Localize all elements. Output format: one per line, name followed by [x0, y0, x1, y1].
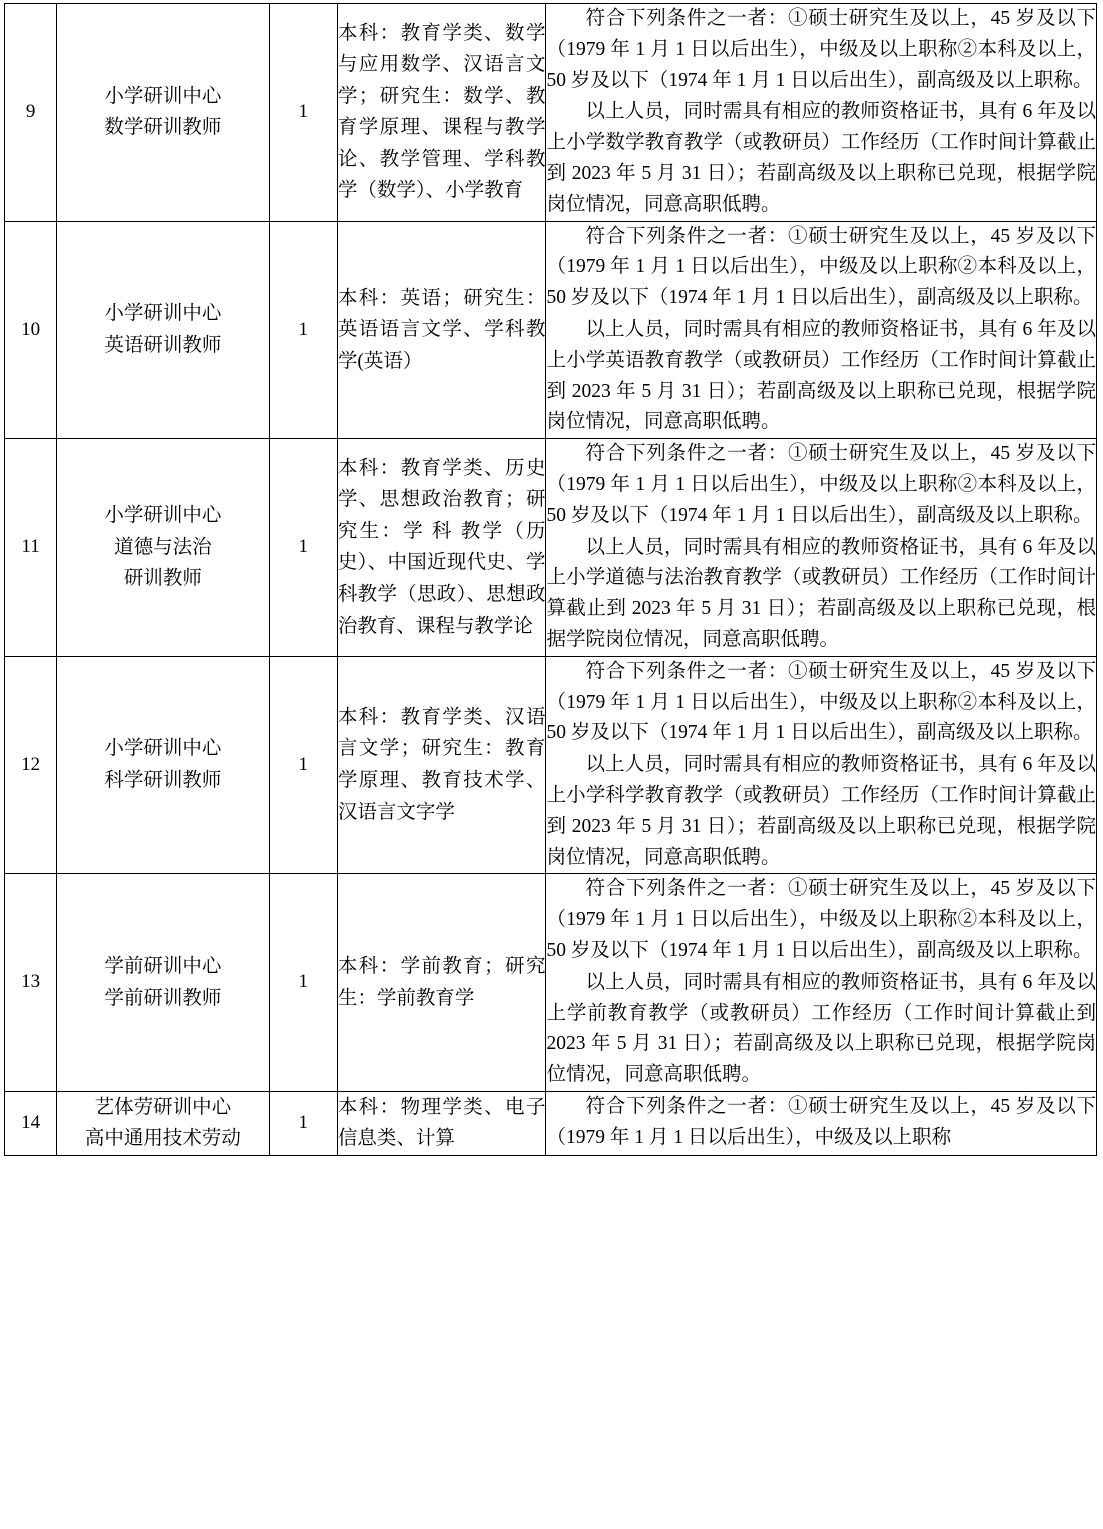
table-row — [5, 4, 1097, 222]
post-name-line: 学前研训中心 — [104, 956, 222, 978]
post-name-line: 小学研训中心 — [104, 303, 222, 325]
post-name — [57, 1091, 270, 1155]
post-name-line: 高中通用技术劳动 — [84, 1128, 241, 1150]
post-name-line: 道德与法治 — [114, 536, 212, 558]
condition-paragraph: 以上人员，同时需具有相应的教师资格证书，具有 6 年及以上小学英语教育教学（或教研员）工作经历（工作时间计算截止到 2023 年 5 月 31 日）；若副高级及以上职称已兑现，根据学院岗位情况，同意高职低聘。 — [546, 318, 1096, 433]
major-requirement: 本科：教育学类、历史学、思想政治教育；研究生：学 科 教学（历史）、中国近现代史、学科教学（思政）、思想政治教育、课程与教学论 — [337, 439, 546, 657]
table-row — [5, 874, 1097, 1092]
condition-paragraph: 以上人员，同时需具有相应的教师资格证书，具有 6 年及以上小学道德与法治教育教学（或教研员）工作经历（工作时间计算截止到 2023 年 5 月 31 日）；若副高级及以上职称已兑现，根据学院岗位情况，同意高职低聘。 — [546, 536, 1096, 650]
condition-paragraph: 符合下列条件之一者：①硕士研究生及以上，45 岁及以下（1979 年 1 月 1 日以后出生），中级及以上职称②本科及以上，50 岁及以下（1974 年 1 月 1 日以后出生），副高级及以上职称。 — [546, 660, 1096, 744]
post-name-line: 学前研训教师 — [104, 987, 222, 1009]
row-number: 11 — [5, 439, 57, 657]
other-conditions — [546, 1091, 1097, 1155]
table-row — [5, 656, 1097, 874]
row-number: 12 — [5, 656, 57, 874]
post-name-line: 小学研训中心 — [104, 85, 222, 107]
post-name-line: 研训教师 — [123, 568, 202, 590]
row-number: 10 — [5, 221, 57, 439]
recruitment-table — [4, 3, 1097, 1156]
condition-paragraph: 符合下列条件之一者：①硕士研究生及以上，45 岁及以下（1979 年 1 月 1 日以后出生），中级及以上职称②本科及以上，50 岁及以下（1974 年 1 月 1 日以后出生），副高级及以上职称。 — [546, 443, 1096, 526]
headcount: 1 — [269, 221, 337, 439]
headcount: 1 — [269, 4, 337, 222]
headcount: 1 — [269, 1091, 337, 1155]
other-conditions — [546, 221, 1097, 439]
major-requirement: 本科：英语；研究生：英语语言文学、学科教学(英语） — [337, 221, 546, 439]
headcount: 1 — [269, 874, 337, 1092]
major-requirement: 本科：物理学类、电子信息类、计算 — [337, 1091, 546, 1155]
headcount: 1 — [269, 656, 337, 874]
condition-paragraph: 符合下列条件之一者：①硕士研究生及以上，45 岁及以下（1979 年 1 月 1 日以后出生），中级及以上职称②本科及以上，50 岁及以下（1974 年 1 月 1 日以后出生），副高级及以上职称。 — [546, 878, 1096, 961]
post-name — [57, 4, 270, 222]
post-name-line: 小学研训中心 — [104, 505, 222, 527]
post-name — [57, 221, 270, 439]
condition-paragraph: 以上人员，同时需具有相应的教师资格证书，具有 6 年及以上学前教育教学（或教研员）工作经历（工作时间计算截止到 2023 年 5 月 31 日）；若副高级及以上职称已兑现，根据学院岗位情况，同意高职低聘。 — [546, 971, 1096, 1086]
post-name-line: 艺体劳研训中心 — [94, 1096, 232, 1118]
row-number: 14 — [5, 1091, 57, 1155]
headcount: 1 — [269, 439, 337, 657]
condition-paragraph: 符合下列条件之一者：①硕士研究生及以上，45 岁及以下（1979 年 1 月 1 日以后出生），中级及以上职称②本科及以上，50 岁及以下（1974 年 1 月 1 日以后出生），副高级及以上职称。 — [546, 225, 1096, 309]
condition-paragraph: 符合下列条件之一者：①硕士研究生及以上，45 岁及以下（1979 年 1 月 1 日以后出生），中级及以上职称②本科及以上，50 岁及以下（1974 年 1 月 1 日以后出生），副高级及以上职称。 — [546, 8, 1096, 91]
post-name-line: 数学研训教师 — [104, 117, 222, 139]
other-conditions — [546, 874, 1097, 1092]
major-requirement: 本科：教育学类、汉语言文学；研究生：教育学原理、教育技术学、汉语言文字学 — [337, 656, 546, 874]
post-name — [57, 439, 270, 657]
major-requirement: 本科：教育学类、数学与应用数学、汉语言文学；研究生：数学、教育学原理、课程与教学论、教学管理、学科教学（数学）、小学教育 — [337, 4, 546, 222]
post-name-line: 英语研训教师 — [104, 334, 222, 356]
row-number: 13 — [5, 874, 57, 1092]
table-row — [5, 1091, 1097, 1155]
table-row — [5, 221, 1097, 439]
other-conditions — [546, 439, 1097, 657]
other-conditions — [546, 656, 1097, 874]
table-body — [5, 4, 1097, 1156]
condition-paragraph: 以上人员，同时需具有相应的教师资格证书，具有 6 年及以上小学科学教育教学（或教研员）工作经历（工作时间计算截止到 2023 年 5 月 31 日）；若副高级及以上职称已兑现，根据学院岗位情况，同意高职低聘。 — [546, 754, 1096, 868]
table-row — [5, 439, 1097, 657]
post-name-line: 科学研训教师 — [104, 770, 222, 792]
condition-paragraph: 符合下列条件之一者：①硕士研究生及以上，45 岁及以下（1979 年 1 月 1 日以后出生），中级及以上职称 — [546, 1095, 1096, 1148]
condition-paragraph: 以上人员，同时需具有相应的教师资格证书，具有 6 年及以上小学数学教育教学（或教研员）工作经历（工作时间计算截止到 2023 年 5 月 31 日）；若副高级及以上职称已兑现，根据学院岗位情况，同意高职低聘。 — [546, 101, 1096, 215]
post-name — [57, 656, 270, 874]
post-name-line: 小学研训中心 — [104, 738, 222, 760]
post-name — [57, 874, 270, 1092]
other-conditions — [546, 4, 1097, 222]
row-number: 9 — [5, 4, 57, 222]
major-requirement: 本科：学前教育；研究生：学前教育学 — [337, 874, 546, 1092]
